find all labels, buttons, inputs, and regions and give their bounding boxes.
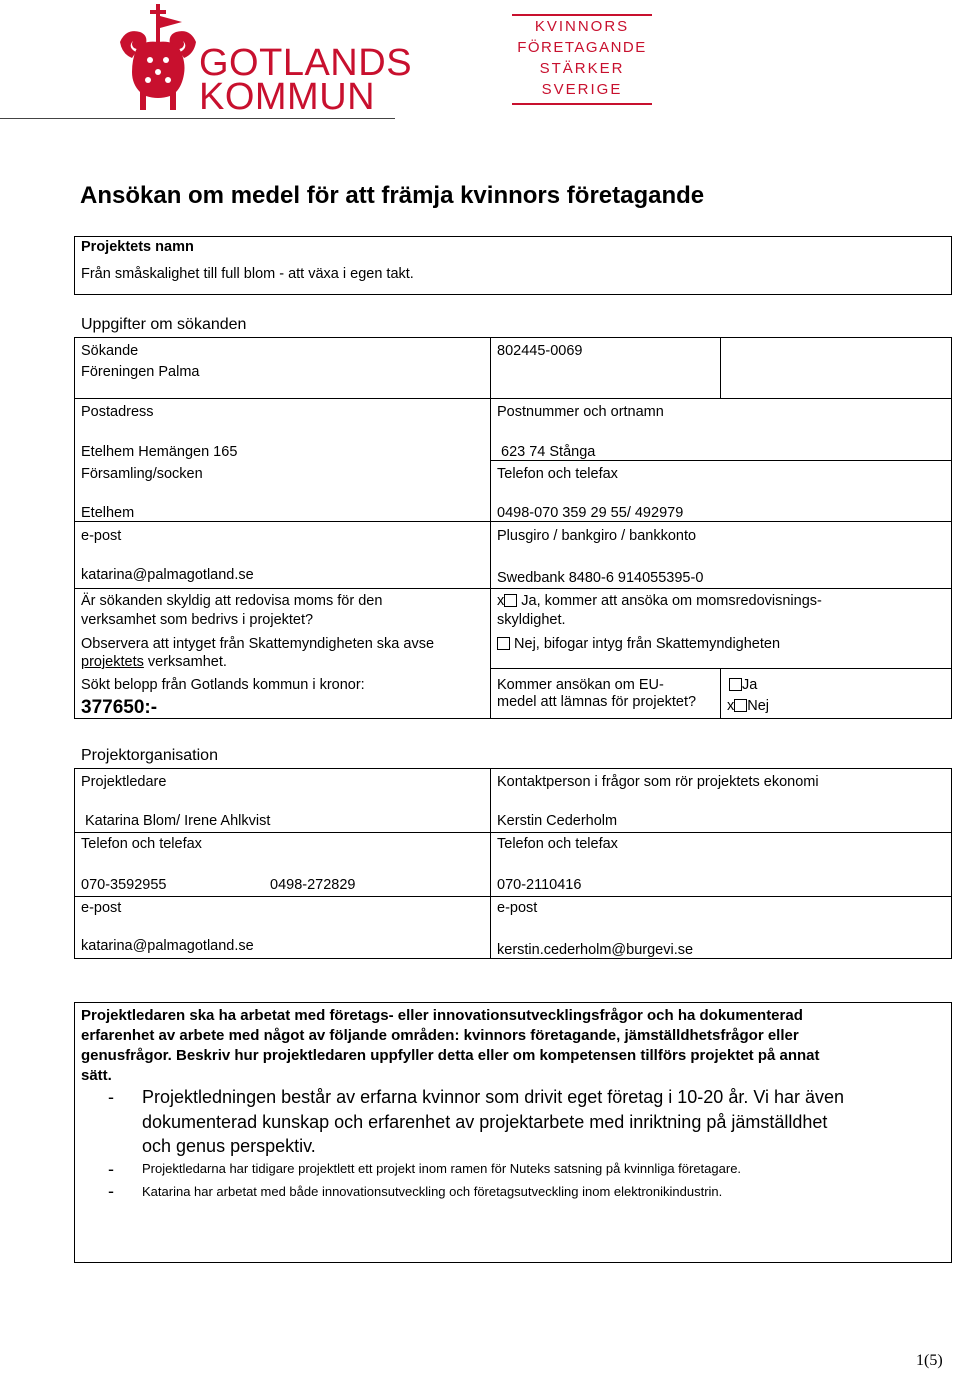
logo-line-2: FÖRETAGANDE bbox=[517, 39, 647, 56]
telefon-label: Telefon och telefax bbox=[497, 466, 618, 482]
bank-label: Plusgiro / bankgiro / bankkonto bbox=[497, 528, 697, 544]
bullet-dash-1: - bbox=[108, 1087, 114, 1107]
logo-rule-top bbox=[512, 14, 652, 16]
competence-heading-line-4: sätt. bbox=[81, 1067, 112, 1084]
ram-emblem-icon bbox=[112, 2, 204, 114]
eu-option-ja[interactable] bbox=[729, 677, 757, 694]
organisation-box bbox=[74, 768, 952, 959]
postnummer-value: 623 74 Stånga bbox=[501, 444, 596, 460]
bullet-1-line-1: Projektledningen består av erfarna kvinnor som drivit eget företag i 10-20 år. Vi har även bbox=[142, 1087, 845, 1107]
divider bbox=[490, 521, 491, 719]
projektledare-tel-label: Telefon och telefax bbox=[81, 836, 202, 852]
bullet-2: Projektledarna har tidigare projektlett ett projekt inom ramen för Nuteks satsning på kvinnliga företagare. bbox=[142, 1161, 742, 1176]
kontakt-tel-label: Telefon och telefax bbox=[497, 836, 618, 852]
page-number: 1(5) bbox=[916, 1352, 943, 1369]
forsamling-label: Församling/socken bbox=[81, 466, 203, 482]
eu-nej-checkbox[interactable] bbox=[734, 699, 747, 712]
kontakt-epost-value: kerstin.cederholm@burgevi.se bbox=[497, 942, 694, 958]
moms-question-line-1: Är sökanden skyldig att redovisa moms för den bbox=[81, 593, 383, 609]
postnummer-label: Postnummer och ortnamn bbox=[497, 404, 664, 420]
kvinnors-foretagande-logo bbox=[512, 14, 654, 106]
logo-text-kommun: KOMMUN bbox=[199, 76, 376, 118]
moms-note-line-1: Observera att intyget från Skattemyndigheten ska avse bbox=[81, 636, 435, 652]
moms-ja-label-2: skyldighet. bbox=[497, 612, 566, 628]
eu-ja-checkbox[interactable] bbox=[729, 678, 742, 691]
telefon-value: 0498-070 359 29 55/ 492979 bbox=[497, 505, 684, 521]
belopp-value: 377650:- bbox=[81, 697, 158, 718]
moms-ja-label-1: Ja, kommer att ansöka om momsredovisnings- bbox=[521, 593, 822, 609]
eu-nej-mark: x bbox=[727, 698, 735, 714]
moms-nej-label: Nej, bifogar intyg från Skattemyndigheten bbox=[514, 636, 781, 652]
divider bbox=[490, 668, 952, 669]
gotlands-kommun-logo bbox=[112, 2, 413, 118]
bullet-3: Katarina har arbetat med både innovationsutveckling och företagsutveckling inom elektronikindustrin. bbox=[142, 1184, 723, 1199]
kontakt-tel-value: 070-2110416 bbox=[497, 877, 582, 893]
projektledare-epost-value: katarina@palmagotland.se bbox=[81, 938, 254, 954]
divider bbox=[490, 768, 491, 959]
divider bbox=[490, 337, 491, 399]
page-title: Ansökan om medel för att främja kvinnors företagande bbox=[80, 182, 705, 209]
logo-line-1: KVINNORS bbox=[534, 18, 630, 35]
belopp-label: Sökt belopp från Gotlands kommun i kronor: bbox=[81, 677, 365, 693]
eu-question-line-1: Kommer ansökan om EU- bbox=[497, 677, 664, 693]
competence-heading-line-2: erfarenhet av arbete med något av följande områden: kvinnors företagande, jämställdhetsfrågor eller bbox=[81, 1027, 799, 1044]
bank-value: Swedbank 8480-6 914055395-0 bbox=[497, 570, 704, 586]
header-rule bbox=[0, 118, 395, 119]
projektledare-label: Projektledare bbox=[81, 774, 167, 790]
projektledare-tel-2: 0498-272829 bbox=[270, 877, 356, 893]
moms-nej-checkbox[interactable] bbox=[497, 637, 510, 650]
sokande-value: Föreningen Palma bbox=[81, 364, 200, 380]
orgnr-value: 802445-0069 bbox=[497, 343, 583, 359]
moms-ja-mark: x bbox=[497, 593, 505, 609]
project-name-value: Från småskalighet till full blom - att växa i egen takt. bbox=[81, 266, 414, 282]
kontakt-label: Kontaktperson i frågor som rör projektets ekonomi bbox=[497, 774, 819, 790]
epost-value: katarina@palmagotland.se bbox=[81, 567, 254, 583]
moms-option-ja[interactable] bbox=[497, 593, 822, 610]
logo-text-gotlands: GOTLANDS bbox=[199, 42, 413, 84]
moms-note-underlined: projektets bbox=[81, 654, 144, 670]
eu-option-nej[interactable] bbox=[727, 698, 769, 715]
projektledare-value: Katarina Blom/ Irene Ahlkvist bbox=[85, 813, 271, 829]
divider bbox=[720, 668, 721, 719]
projektledare-tel-1: 070-3592955 bbox=[81, 877, 167, 893]
moms-note-tail: verksamhet. bbox=[143, 654, 227, 670]
bullet-dash-3: - bbox=[108, 1181, 114, 1201]
project-name-heading: Projektets namn bbox=[81, 239, 194, 255]
moms-ja-checkbox[interactable] bbox=[504, 594, 517, 607]
forsamling-value: Etelhem bbox=[81, 505, 135, 521]
kontakt-epost-label: e-post bbox=[497, 900, 538, 916]
divider bbox=[74, 832, 952, 833]
logo-rule-bottom bbox=[512, 103, 652, 105]
sokande-label: Sökande bbox=[81, 343, 139, 359]
bullet-dash-2: - bbox=[108, 1159, 114, 1179]
epost-label: e-post bbox=[81, 528, 122, 544]
competence-heading-line-3: genusfrågor. Beskriv hur projektledaren uppfyller detta eller om kompetensen tillförs projektet på annat bbox=[81, 1047, 820, 1064]
bullet-1-line-2: dokumenterad kunskap och erfarenhet av projektarbete med inriktning på jämställdhet bbox=[142, 1112, 828, 1132]
organisation-heading: Projektorganisation bbox=[81, 747, 218, 764]
kontakt-value: Kerstin Cederholm bbox=[497, 813, 618, 829]
moms-option-nej[interactable] bbox=[497, 636, 780, 653]
logo-line-3: STÄRKER bbox=[539, 60, 625, 77]
eu-ja-label: Ja bbox=[742, 677, 758, 693]
moms-question-line-2: verksamhet som bedrivs i projektet? bbox=[81, 612, 314, 628]
eu-question-line-2: medel att lämnas för projektet? bbox=[497, 694, 697, 710]
postadress-value: Etelhem Hemängen 165 bbox=[81, 444, 238, 460]
projektledare-epost-label: e-post bbox=[81, 900, 122, 916]
divider bbox=[74, 588, 952, 589]
applicant-section-heading: Uppgifter om sökanden bbox=[81, 316, 247, 333]
divider bbox=[74, 896, 952, 897]
competence-heading-line-1: Projektledaren ska ha arbetat med företags- eller innovationsutvecklingsfrågor och ha dokumenterad bbox=[81, 1007, 803, 1024]
moms-note-line-2 bbox=[81, 654, 227, 671]
logo-line-4: SVERIGE bbox=[541, 81, 623, 98]
divider bbox=[720, 337, 721, 399]
eu-nej-label: Nej bbox=[747, 698, 770, 714]
bullet-1-line-3: och genus perspektiv. bbox=[142, 1136, 316, 1156]
postadress-label: Postadress bbox=[81, 404, 154, 420]
